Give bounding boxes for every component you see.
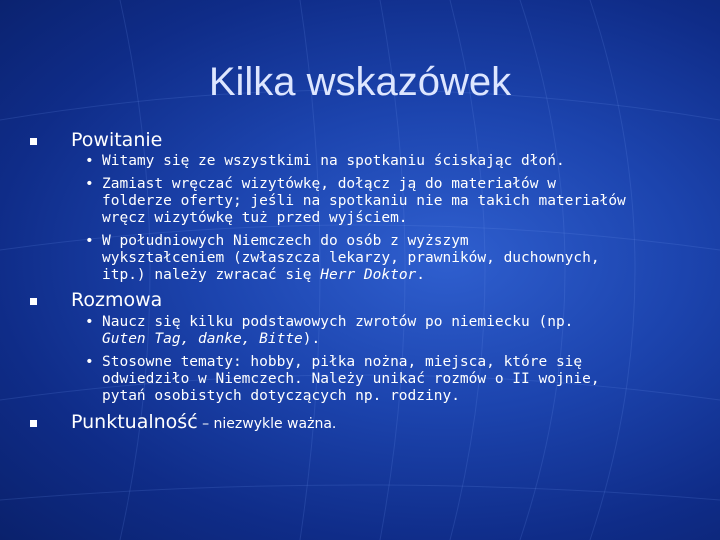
bullet-icon: • [85,233,94,249]
bullet-icon: • [85,314,94,330]
section-heading-text: Punktualność [71,411,198,433]
square-bullet-icon [30,298,37,305]
square-bullet-icon [30,420,37,427]
bullet-icon: • [85,354,94,370]
square-bullet-icon [30,138,37,145]
bullet-icon: • [85,176,94,192]
slide-title: Kilka wskazówek [208,60,512,104]
bullet-icon: • [85,153,94,169]
slide: Kilka wskazówek Powitanie • Witamy się ze wszystkimi na spotkaniu ściskając dłoń. • Zamiast wręczać wizytówkę, dołącz ją do materiałów w folderze oferty; jeśli na spotkaniu nie ma takich materiałów wręcz wizytówkę tuż przed wyjściem. • W południowych Niemczech do osób z wyższym wykształceniem (zwłaszcza lekarzy, prawników, duchownych, itp.) należy zwracać się Herr Doktor. Rozmowa • Naucz się kilku podstawowych zwrotów po niemiecku (np. Guten Tag, danke, Bitte). • Stosowne tematy: hobby, piłka nożna, miejsca, które się odwiedziło w Niemczech. Należy unikać rozmów o II wojnie, pytań osobistych dotyczących np. rodziny. Punktualność – niezwykle ważna. [0,0,720,540]
emphasis-text: Herr Doktor [320,267,417,283]
section-heading-suffix: – niezwykle ważna. [197,416,337,432]
emphasis-text: Guten Tag, danke, Bitte [102,331,303,347]
list-item-text: ). [302,331,321,347]
list-item-text: . [416,267,426,283]
list-item-text: itp.) należy zwracać się [102,267,321,283]
